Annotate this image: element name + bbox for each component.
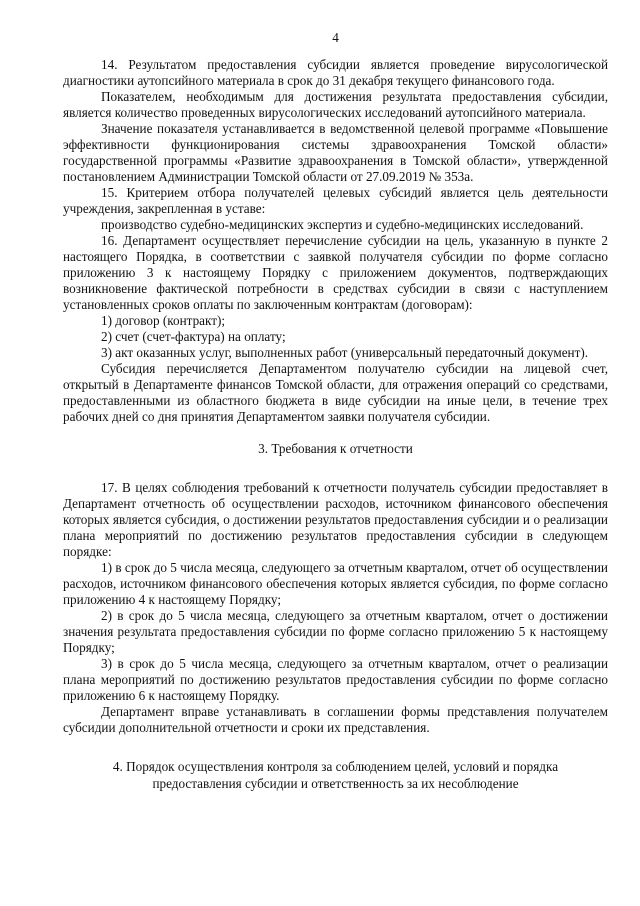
section-4-heading [63,758,608,792]
section-3-heading: 3. Требования к отчетности [258,441,413,456]
paragraph-16-item-1: 1) договор (контракт); [101,313,226,328]
paragraph-17-extra: Департамент вправе устанавливать в соглашении формы представления получателем субсидии дополнительной отчетности и сроки их представления. [63,704,608,735]
section-4-heading-line-1: 4. Порядок осуществления контроля за соблюдением целей, условий и порядка [112,759,559,774]
paragraph-14-value: Значение показателя устанавливается в ведомственной целевой программе «Повышение эффективности функционирования системы здравоохранения Томской области» государственной программы «Развитие здравоохранения в Томской области», утвержденной постановлением Администрации Томской области от 27.09.2019 № 353а. [63,121,608,184]
paragraph-15-goal: производство судебно-медицинских экспертиз и судебно-медицинских исследований. [101,217,584,232]
paragraph-17: 17. В целях соблюдения требований к отчетности получатель субсидии предоставляет в Департамент отчетность об осуществлении расходов, источником финансового обеспечения которых является субсидия, о достижении результатов предоставления субсидии и о реализации плана мероприятий по достижению результатов предоставления субсидии в следующем порядке: [63,480,608,559]
paragraph-16-item-3: 3) акт оказанных услуг, выполненных работ (универсальный передаточный документ). [101,345,589,360]
paragraph-16-transfer: Субсидия перечисляется Департаментом получателю субсидии на лицевой счет, открытый в Департаменте финансов Томской области, для отражения операций со средствами, предоставленными из областного бюджета в виде субсидии на иные цели, в течение трех рабочих дней со дня принятия Департаментом заявки получателя субсидии. [63,361,608,424]
paragraph-17-item-2: 2) в срок до 5 числа месяца, следующего за отчетным кварталом, отчет о достижении значения результата предоставления субсидии по форме согласно приложению 5 к настоящему Порядку; [63,608,608,655]
paragraph-16-item-2: 2) счет (счет-фактура) на оплату; [101,329,286,344]
paragraph-15: 15. Критерием отбора получателей целевых субсидий является цель деятельности учреждения, закрепленная в уставе: [63,185,608,216]
paragraph-17-item-1: 1) в срок до 5 числа месяца, следующего за отчетным кварталом, отчет об осуществлении расходов, источником финансового обеспечения которых является субсидия, по форме согласно приложению 4 к настоящему Порядку; [63,560,608,607]
paragraph-17-item-3: 3) в срок до 5 числа месяца, следующего за отчетным кварталом, отчет о реализации плана мероприятий по достижению результатов предоставления субсидии по форме согласно приложению 6 к настоящему Порядку. [63,656,608,703]
section-4-heading-line-2: предоставления субсидии и ответственность за их несоблюдение [152,776,519,791]
paragraph-16: 16. Департамент осуществляет перечисление субсидии на цель, указанную в пункте 2 настоящего Порядка, в соответствии с заявкой получателя субсидии по форме согласно приложению 3 к настоящему Порядку с приложением документов, подтверждающих возникновение фактической потребности в средствах субсидии в связи с наступлением установленных сроков оплаты по заключенным контрактам (договорам): [63,233,608,312]
page-number: 4 [332,30,339,45]
paragraph-14: 14. Результатом предоставления субсидии является проведение вирусологической диагностики аутопсийного материала в срок до 31 декабря текущего финансового года. [63,57,608,88]
paragraph-14-indicator: Показателем, необходимым для достижения результата предоставления субсидии, является количество проведенных вирусологических исследований аутопсийного материала. [63,89,608,120]
